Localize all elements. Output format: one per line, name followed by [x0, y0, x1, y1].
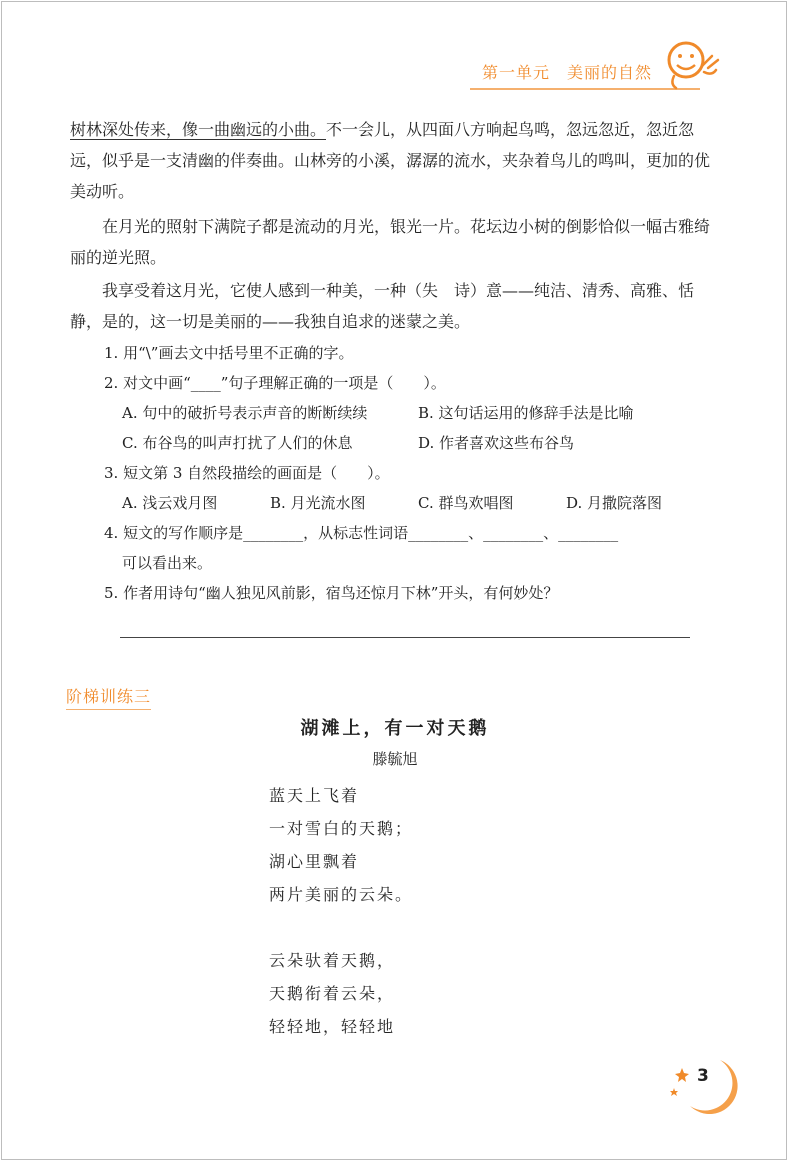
- option-a[interactable]: A. 句中的破折号表示声音的断断续续: [122, 404, 368, 422]
- question-2-options: [104, 398, 714, 458]
- question-5: 5. 作者用诗句“幽人独见风前影，宿鸟还惊月下林”开头，有何妙处？: [104, 584, 559, 602]
- question-list: [104, 338, 714, 608]
- poem-line: 湖心里飘着: [269, 852, 360, 871]
- passage-paragraph-2: [70, 211, 710, 273]
- option-a[interactable]: A. 浅云戏月图: [122, 494, 218, 512]
- option-b[interactable]: B. 月光流水图: [270, 494, 366, 512]
- question-4-continued: 可以看出来。: [122, 554, 213, 572]
- poem-line: 轻轻地，轻轻地: [269, 1017, 396, 1036]
- question-3-options: [104, 488, 714, 518]
- question-4: 4. 短文的写作顺序是________，从标志性词语________、________、________: [104, 524, 619, 542]
- paragraph-text: 在月光的照射下满院子都是流动的月光，银光一片。花坛边小树的倒影恰似一幅古雅绮丽的逆光照。: [70, 217, 711, 267]
- question-2: 2. 对文中画“____”句子理解正确的一项是（ ）。: [104, 374, 446, 392]
- option-c[interactable]: C. 群鸟欢唱图: [418, 494, 514, 512]
- option-d[interactable]: D. 作者喜欢这些布谷鸟: [418, 434, 575, 452]
- paragraph-text: 不一会儿，从四面八方响起鸟鸣，忽远忽近，忽近忽远，似乎是一支清幽的伴奏曲。山林旁的小溪，潺潺的流水，夹杂着鸟儿的鸣叫，更加的优美动听。: [70, 120, 711, 201]
- underlined-sentence: 树林深处传来，像一曲幽远的小曲。: [70, 120, 327, 139]
- page-number: 3: [697, 1066, 709, 1086]
- question-1: 1. 用“\”画去文中括号里不正确的字。: [104, 344, 354, 362]
- poem-body: [269, 779, 413, 1043]
- poem-line: 云朵驮着天鹅，: [269, 951, 396, 970]
- paragraph-text: 我享受着这月光，它使人感到一种美，一种（失 诗）意——纯洁、清秀、高雅、恬静，是的，这一切是美丽的——我独自追求的迷蒙之美。: [70, 281, 695, 331]
- smiley-icon: [664, 36, 724, 92]
- poem-line: 天鹅衔着云朵，: [269, 984, 396, 1003]
- passage-paragraph-1: [70, 114, 710, 207]
- option-b[interactable]: B. 这句话运用的修辞手法是比喻: [418, 404, 634, 422]
- poem-line: 一对雪白的天鹅；: [269, 819, 414, 838]
- poem-line: 两片美丽的云朵。: [269, 885, 414, 904]
- passage-paragraph-3: [70, 275, 710, 337]
- option-d[interactable]: D. 月撒院落图: [566, 494, 663, 512]
- option-c[interactable]: C. 布谷鸟的叫声打扰了人们的休息: [122, 434, 353, 452]
- question-3: 3. 短文第 3 自然段描绘的画面是（ ）。: [104, 464, 390, 482]
- stanza-gap: [269, 911, 413, 944]
- poem-author: 滕毓旭: [372, 750, 418, 768]
- answer-line[interactable]: [120, 637, 690, 638]
- section-tag: 阶梯训练三: [66, 684, 151, 710]
- poem-title: 湖滩上，有一对天鹅: [300, 718, 490, 739]
- poem-line: 蓝天上飞着: [269, 786, 360, 805]
- unit-header: 第一单元 美丽的自然: [481, 63, 652, 82]
